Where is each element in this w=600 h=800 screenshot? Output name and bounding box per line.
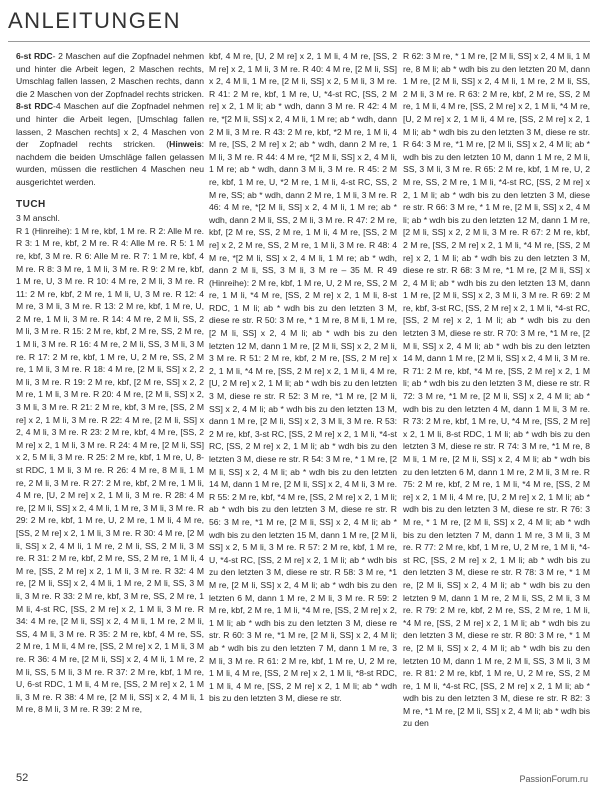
abbreviation-notes — [16, 50, 204, 189]
watermark: PassionForum.ru — [519, 774, 588, 784]
rdc6-text: - 2 Maschen auf die Zopfnadel nehmen und hinter die Arbeit legen, 2 Maschen rechts, Umschlag fallen lassen, 2 Maschen rechts, dann die 2 Maschen von der Zopfnadel rechts stricken. — [16, 51, 204, 99]
cast-on-text: 3 M anschl. — [16, 213, 60, 224]
rdc8-label: 8-st RDC — [16, 101, 54, 112]
text-column-3 — [403, 50, 590, 770]
title-divider — [8, 41, 590, 42]
section-heading: TUCH — [16, 198, 46, 210]
rdc8-text: -4 Maschen auf die Zopfnadel nehmen und hinter die Arbeit legen, [Umschlag fallen lassen, 2 Maschen rechts] x 2, 4 Maschen von der Zopfnadel rechts stricken. ( — [16, 101, 204, 150]
rdc6-label: 6-st RDC — [16, 51, 53, 61]
hint-text: : nachdem die beiden Umschläge fallen gelassen wurden, müssen die restlichen 4 Maschen neu ausgerichtet werden. — [16, 139, 204, 187]
text-column-2 — [209, 50, 397, 770]
text-column-1 — [16, 50, 204, 770]
pattern-text-col2: kbf, 4 M re, [U, 2 M re] x 2, 1 M li, 4 M re, [SS, 2 M re] x 2, 1 M li, 3 M re. R 40: 4 M re, [2 M li, SS] x 2, 4 M li, 1 M re, [2 M li, SS] x 2, 5 M li, 3 M re. R 41: 2 M re, kbf, 1 M re, U, *4-st RC, [SS, 2 M re] x 2, 1 M li; ab * wdh, dann 3 M re. R 42: 4 M re, *[2 M li, SS] x 2, 4 M li, 1 M re; ab * wdh, dann 2 M li, 3 M re. R 43: 2 M re, kbf, *2 M re, 1 M li, 4 M re, [SS, 2 M re] x 2; ab * wdh, dann 2 M re, 1 M li, 3 M re. R 44: 4 M re, *[2 M li, SS] x 2, 4 M li, 1 M re; ab * wdh, dann 3 M li, 3 M re. R 45: 2 M re, kbf, 1 M re, U, *2 M re, 1 M li, 4-st RC, SS, 2 M re, SS; ab * wdh, dann 2 M re, 1 M li, 3 M re. R 46: 4 M re, *[2 M li, SS] x 2, 4 M li, 1 M re; ab * wdh, dann 2 M li, SS, 2 M li, 3 M re. R 47: 2 M re, kbf, [2 M re, SS, 2 M re, 1 M li, 4 M re, [SS, 2 M re] x 2, 2 M re, SS, 2 M re, 1 M li, 3 M re. R 48: 4 M re, *[2 M li, SS] x 2, 4 M li, 1 M re; ab * wdh, dann 2 M li, SS, 3 M li, 3 M re – 35 M. R 49 (Hinreihe): 2 M re, kbf, 1 M re, U, 2 M re, SS, 2 M re, 1 M li, *4 M re, [SS, 2 M re] x 2, 1 M li, 8-st RDC, 1 M li; ab * wdh bis zu den letzten 3 M, diese re str. R 50: 3 M re, * 1 M re, 8 M li, 1 M re, [2 M li, SS] x 2, 4 M li; ab * wdh bis zu den letzten 12 M, dann 1 M re, [2 M li, SS] x 2, 2 M li, 3 M re. R 51: 2 M re, kbf, 2 M re, [SS, 2 M re] x 2, 1 M li, *4 M re, [SS, 2 M re] x 2, 1 M li, 4 M re, [U, 2 M re] x 2, 1 M li; ab * wdh bis zu den letzten 3 M, diese re str. R 52: 3 M re, *1 M re, [2 M li, SS] x 2, 4 M li; ab * wdh bis zu den letzten 13 M, dann 1 M re, [2 M li, SS] x 2, 3 M li, 3 M re. R 53: 2 M re, kbf, 3-st RC, [SS, 2 M re] x 2, 1 M li, *4-st RC, [SS, 2 M re] x 2, 1 M li; ab * wdh bis zu den letzten 3 M, diese re str. R 54: 3 M re, * 1 M re, [2 M li, SS] x 2, 4 M li; ab * wdh bis zu den letzten 14 M, dann 1 M re, [2 M li, SS] x 2, 4 M li, 3 M re. R 55: 2 M re, kbf, *4 M re, [SS, 2 M re] x 2, 1 M li; ab * wdh bis zu den letzten 3 M, diese re str. R 56: 3 M re, *1 M re, [2 M li, SS] x 2, 4 M li; ab * wdh bis zu den letzten 15 M, dann 1 M re, [2 M li, SS] x 2, 5 M li, 3 M re. R 57: 2 M re, kbf, 1 M re, U, *4-st RC, [SS, 2 M re] x 2, 1 M li; ab * wdh bis zu den letzten 3 M, diese re str. R 58: 3 M re, *1 M re, [2 M li, SS] x 2, 4 M li; ab * wdh bis zu den letzten 6 M, dann 1 M re, 2 M li, 3 M re. R 59: 2 M re, kbf, 2 M re, 1 M li, *4 M re, [SS, 2 M re] x 2, 1 M li; ab * wdh bis zu den letzten 3 M, diese re str. R 60: 3 M re, *1 M re, [2 M li, SS] x 2, 4 M li; ab * wdh bis zu den letzten 7 M, dann 1 M re, 3 M li, 3 M re. R 61: 2 M re, kbf, 1 M re, U, 2 M re, 1 M li, 4 M re, [SS, 2 M re] x 2, 1 M li, *8-st RDC, 1 M li, 4 M re, [SS, 2 M re] x 2, 1 M li; ab * wdh bis zu den letzten 3 M, diese re str. — [209, 51, 397, 704]
page-number: 52 — [16, 772, 29, 784]
pattern-text-col3: R 62: 3 M re, * 1 M re, [2 M li, SS] x 2, 4 M li, 1 M re, 8 M li; ab * wdh bis zu den letzten 20 M, dann 1 M re, [2 M li, SS] x 2, 4 M li, 1 M re, 2 M li, SS, 2 M li, 3 M re. R 63: 2 M re, kbf, 2 M re, SS, 2 M re, 1 M li, 4 M re, [SS, 2 M re] x 2, 1 M li, *4 M re, [U, 2 M re] x 2, 1 M li, 4 M re, [SS, 2 M re] x 2, 1 M li; ab * wdh bis zu den letzten 3 M, diese re str. R 64: 3 M re, *1 M re, [2 M li, SS] x 2, 4 M li; ab * wdh bis zu den letzten 10 M, dann 1 M re, 2 M li, SS, 3 M li, 3 M re. R 65: 2 M re, kbf, 1 M re, U, 2 M re, SS, 2 M re, 1 M li, *4-st RC, [SS, 2 M re] x 2, 1 M li; ab * wdh bis zu den letzten 3 M, diese re str. R 66: 3 M re, * 1 M re, [2 M li, SS] x 2, 4 M li; ab * wdh bis zu den letzten 12 M, dann 1 M re, [2 M li, SS] x 2, 2 M li, 3 M re. R 67: 2 M re, kbf, 2 M re, [SS, 2 M re] x 2, 1 M li, *4 M re, [SS, 2 M re] x 2, 1 M li; ab * wdh bis zu den letzten 3 M, diese re str. R 68: 3 M re, *1 M re, [2 M li, SS] x 2, 4 M li; ab * wdh bis zu den letzten 13 M, dann 1 M re, [2 M li, SS] x 2, 3 M li, 3 M re. R 69: 2 M re, kbf, 3-st RC, [SS, 2 M re] x 2, 1 M li, *4-st RC, [SS, 2 M re] x 2, 1 M li; ab * wdh bis zu den letzten 3 M, diese re str. R 70: 3 M re, *1 M re, [2 M li, SS] x 2, 4 M li; ab * wdh bis zu den letzten 14 M, dann 1 M re, [2 M li, SS] x 2, 4 M li, 3 M re. R 71: 2 M re, kbf, *4 M re, [SS, 2 M re] x 2, 1 M li; ab * wdh bis zu den letzten 3 M, diese re str. R 72: 3 M re, *1 M re, [2 M li, SS] x 2, 4 M li; ab * wdh bis zu den letzten 4 M, dann 1 M li, 3 M re. R 73: 2 M re, kbf, 1 M re, U, *4 M re, [SS, 2 M re] x 2, 1 M li, 8-st RDC, 1 M li; ab * wdh bis zu den letzten 3 M, diese re str. R 74: 3 M re, *1 M re, 8 M li, 1 M re, [2 M li, SS] x 2, 4 M li; ab * wdh bis zu den letzten 6 M, dann 1 M re, 2 M li, 3 M re. R 75: 2 M re, kbf, 2 M re, 1 M li, *4 M re, [SS, 2 M re] x 2, 1 M li, 4 M re, [U, 2 M re] x 2, 1 M li; ab * wdh bis zu den letzten 3 M, diese re str. R 76: 3 M re, * 1 M re, [2 M li, SS] x 2, 4 M li; ab * wdh bis zu den letzten 7 M, dann 1 M re, 3 M li, 3 M re. R 77: 2 M re, kbf, 1 M re, U, 2 M re, 1 M li, *4-st RC, [SS, 2 M re] x 2, 1 M li; ab * wdh bis zu den letzten 3 M, diese re str. R 78: 3 M re, * 1 M re, [2 M li, SS] x 2, 4 M li; ab * wdh bis zu den letzten 9 M, dann 1 M re, 2 M li, SS, 2 M li, 3 M re. R 79: 2 M re, kbf, 2 M re, SS, 2 M re, 1 M li, *4 M re, [SS, 2 M re] x 2, 1 M li; ab * wdh bis zu den letzten 3 M, diese re str. R 80: 3 M re, * 1 M re, [2 M li, SS] x 2, 4 M li; ab * wdh bis zu den letzten 10 M, dann 1 M re, 2 M li, SS, 3 M li, 3 M re. R 81: 2 M re, kbf, 1 M re, U, 2 M re, SS, 2 M re, 1 M li, *4-st RC, [SS, 2 M re] x 2, 1 M li; ab * wdh bis zu den letzten 3 M, diese re str. R 82: 3 M re, *1 M re, [2 M li, SS] x 2, 4 M li; ab * wdh bis zu den — [403, 51, 590, 729]
page-title: ANLEITUNGEN — [8, 8, 181, 33]
hint-label: Hinweis — [169, 139, 202, 150]
pattern-text-col1: R 1 (Hinreihe): 1 M re, kbf, 1 M re. R 2: Alle M re. R 3: 1 M re, kbf, 2 M re. R 4: Alle M re. R 5: 1 M re, kbf, 3 M re. R 6: Alle M re. R 7: 1 M re, kbf, 4 M re. R 8: 3 M re, 1 M li, 3 M re. R 9: 2 M re, kbf, 1 M re, U, 3 M re. R 10: 4 M re, 2 M li, 3 M re. R 11: 2 M re, kbf, 2 M re, 1 M li, U, 3 M re. R 12: 4 M re, 3 M li, 3 M re. R 13: 2 M re, kbf, 1 M re, U, 2 M re, 1 M li, 3 M re. R 14: 4 M re, 2 M li, SS, 2 M li, 3 M re. R 15: 2 M re, kbf, 2 M re, SS, 2 M re, 1 M li, 3 M re. R 16: 4 M re, 2 M li, SS, 3 M li, 3 M re. R 17: 2 M re, kbf, 1 M re, U, 2 M re, SS, 2 M re, 1 M li, 3 M re. R 18: 4 M re, [2 M li, SS] x 2, 2 M li, 3 M re. R 19: 2 M re, kbf, [2 M re, SS] x 2, 2 M re, 1 M li, 3 M re. R 20: 4 M re, [2 M li, SS] x 2, 3 M li, 3 M re. R 21: 2 M re, kbf, 3 M re, [SS, 2 M re] x 2, 1 M li, 3 M re. R 22: 4 M re, [2 M li, SS] x 2, 4 M li, 3 M re. R 23: 2 M re, kbf, 4 M re, [SS, 2 M re] x 2, 1 M li, 3 M re. R 24: 4 M re, [2 M li, SS] x 2, 5 M li, 3 M re. R 25: 2 M re, kbf, 1 M re, U, 8-st RDC, 1 M li, 3 M re. R 26: 4 M re, 8 M li, 1 M re, 2 M li, 3 M re. R 27: 2 M re, kbf, 2 M re, 1 M li, 4 M re, [U, 2 M re] x 2, 1 M li, 3 M re. R 28: 4 M re, [2 M li, SS] x 2, 4 M li, 1 M re, 3 M li, 3 M re. R 29: 2 M re, kbf, 1 M re, U, 2 M re, 1 M li, 4 M re, [SS, 2 M re] x 2, 1 M li, 3 M re. R 30: 4 M re, [2 M li, SS] x 2, 4 M li, 1 M re, 2 M li, SS, 2 M li, 3 M re. R 31: 2 M re, kbf, 2 M re, SS, 2 M re, 1 M li, 4 M re, [SS, 2 M re] x 2, 1 M li, 3 M re. R 32: 4 M re, [2 M li, SS] x 2, 4 M li, 1 M re, 2 M li, SS, 3 M li, 3 M re. R 33: 2 M re, kbf, 3 M re, SS, 2 M re, 1 M li, 4-st RC, [SS, 2 M re] x 2, 1 M li, 3 M re. R 34: 4 M re, [2 M li, SS] x 2, 4 M li, 1 M re, 2 M li, SS, 4 M li, 3 M re. R 35: 2 M re, kbf, 4 M re, SS, 2 M re, 1 M li, 4 M re, [SS, 2 M re] x 2, 1 M li, 3 M re. R 36: 4 M re, [2 M li, SS] x 2, 4 M li, 1 M re, 2 M li, SS, 5 M li, 3 M re. R 37: 2 M re, kbf, 1 M re, U, 6-st RDC, 1 M li, 4 M re, [SS, 2 M re] x 2, 1 M li, 3 M re. R 38: 4 M re, [2 M li, SS] x 2, 4 M li, 1 M re, 8 M li, 3 M re. R 39: 2 M re, — [16, 225, 204, 715]
